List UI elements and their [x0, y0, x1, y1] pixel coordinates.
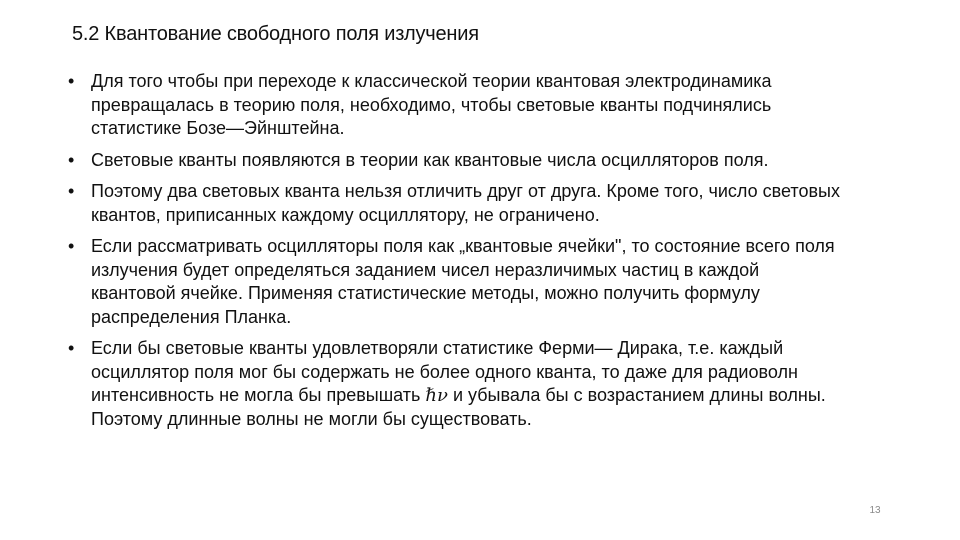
bullet-marker: • — [68, 71, 75, 91]
bullet-item-4 — [68, 235, 848, 329]
planck-formula: ℏν — [425, 385, 448, 406]
page-number: 13 — [869, 505, 881, 516]
bullet-marker: • — [68, 181, 75, 201]
bullet-item-1 — [68, 70, 848, 141]
bullet-text-after: и убывала бы с возрастанием длины волны. Поэтому длинные волны не могли бы существовать. — [91, 385, 826, 429]
bullet-text: Если рассматривать осцилляторы поля как „квантовые ячейки", то состояние всего поля излучения будет определяться заданием чисел неразличимых частиц в каждой квантовой ячейке. Применяя статистические методы, можно получить формулу распределения Планка. — [91, 236, 835, 327]
bullet-marker: • — [68, 236, 75, 256]
slide-title: 5.2 Квантование свободного поля излучения — [72, 23, 479, 45]
bullet-item-2 — [68, 149, 848, 173]
bullet-text: Поэтому два световых кванта нельзя отличить друг от друга. Кроме того, число световых квантов, приписанных каждому осциллятору, не ограничено. — [91, 181, 840, 225]
bullet-text: Световые кванты появляются в теории как квантовые числа осцилляторов поля. — [91, 149, 769, 170]
bullet-text: Для того чтобы при переходе к классической теории квантовая электродинамика превращалась в теорию поля, необходимо, чтобы световые кванты подчинялись статистике Бозе—Эйнштейна. — [91, 71, 772, 138]
bullet-text-before: Если бы световые кванты удовлетворяли статистике Ферми— Дирака, т.е. каждый осциллятор поля мог бы содержать не более одного кванта, то даже для радиоволн интенсивность не могла бы превышать — [91, 338, 798, 405]
bullet-item-3 — [68, 180, 848, 227]
bullet-marker: • — [68, 338, 75, 358]
bullet-marker: • — [68, 149, 75, 170]
bullet-item-5 — [68, 337, 848, 431]
bullet-list — [68, 70, 848, 439]
